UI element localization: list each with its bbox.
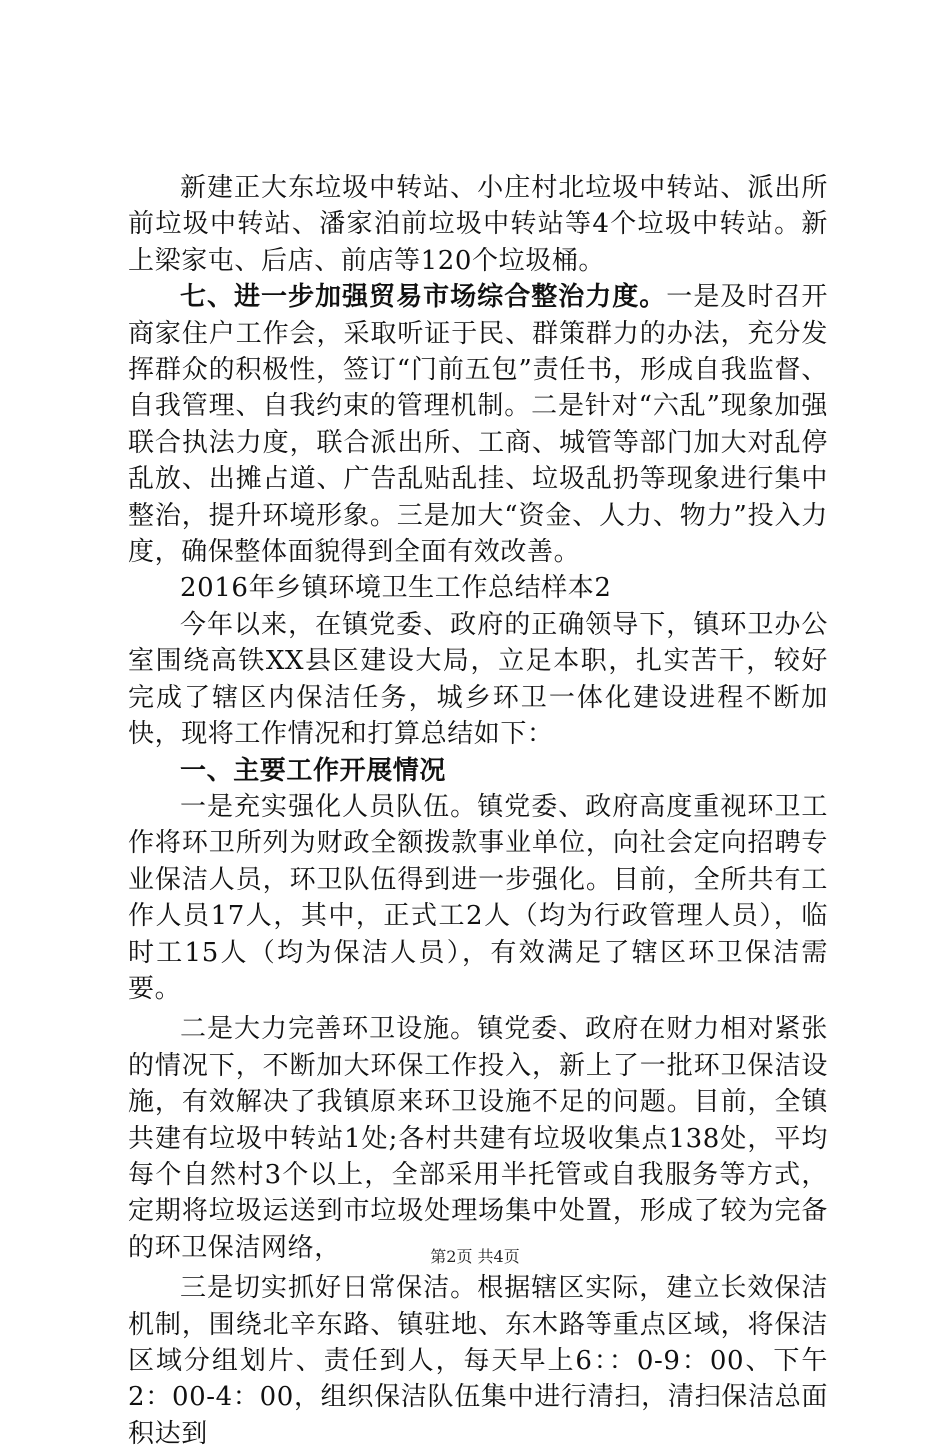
page-number-label: 第2页 共4页 xyxy=(430,1247,520,1266)
sample-title-text: 2016年乡镇环境卫生工作总结样本2 xyxy=(180,573,612,604)
paragraph-transfer-stations xyxy=(128,170,828,279)
paragraph-daily-cleaning xyxy=(128,1270,828,1452)
paragraph-intro xyxy=(128,607,828,753)
paragraph-text: 三是切实抓好日常保洁。根据辖区实际，建立长效保洁机制，围绕北辛东路、镇驻地、东木路等重点区域，将保洁区域分组划片、责任到人，每天早上6：：0-9：00、下午2：00-4：00，组织保洁队伍集中进行清扫，清扫保洁总面积达到 xyxy=(128,1273,828,1449)
paragraph-market-rectification xyxy=(128,279,828,570)
page-footer xyxy=(0,1244,950,1267)
paragraph-text: 一是及时召开商家住户工作会，采取听证于民、群策群力的办法，充分发挥群众的积极性，签订“门前五包”责任书，形成自我监督、自我管理、自我约束的管理机制。二是针对“六乱”现象加强联合执法力度，联合派出所、工商、城管等部门加大对乱停乱放、出摊占道、广告乱贴乱挂、垃圾乱扔等现象进行集中整治，提升环境形象。三是加大“资金、人力、物力”投入力度，确保整体面貌得到全面有效改善。 xyxy=(128,282,828,568)
paragraph-text: 二是大力完善环卫设施。镇党委、政府在财力相对紧张的情况下，不断加大环保工作投入，新上了一批环卫保洁设施，有效解决了我镇原来环卫设施不足的问题。目前，全镇共建有垃圾中转站1处;各村共建有垃圾收集点138处，平均每个自然村3个以上，全部采用半托管或自我服务等方式，定期将垃圾运送到市垃圾处理场集中处置，形成了较为完备的环卫保洁网络， xyxy=(128,1014,828,1263)
section-heading-one: 一、主要工作开展情况 xyxy=(180,755,447,786)
paragraph-facilities xyxy=(128,1011,828,1266)
paragraph-text: 今年以来，在镇党委、政府的正确领导下，镇环卫办公室围绕高铁XX县区建设大局，立足本职，扎实苦干，较好完成了辖区内保洁任务，城乡环卫一体化建设进程不断加快，现将工作情况和打算总结如下： xyxy=(128,609,828,750)
paragraph-staffing xyxy=(128,789,828,1007)
sample-title xyxy=(128,570,828,606)
paragraph-text: 新建正大东垃圾中转站、小庄村北垃圾中转站、派出所前垃圾中转站、潘家泊前垃圾中转站等4个垃圾中转站。新上梁家屯、后店、前店等120个垃圾桶。 xyxy=(128,173,828,276)
section-heading-seven: 七、进一步加强贸易市场综合整治力度。 xyxy=(180,282,667,313)
paragraph-text: 一是充实强化人员队伍。镇党委、政府高度重视环卫工作将环卫所列为财政全额拨款事业单位，向社会定向招聘专业保洁人员，环卫队伍得到进一步强化。目前，全所共有工作人员17人，其中，正式工2人（均为行政管理人员），临时工15人（均为保洁人员），有效满足了辖区环卫保洁需要。 xyxy=(128,791,828,1004)
